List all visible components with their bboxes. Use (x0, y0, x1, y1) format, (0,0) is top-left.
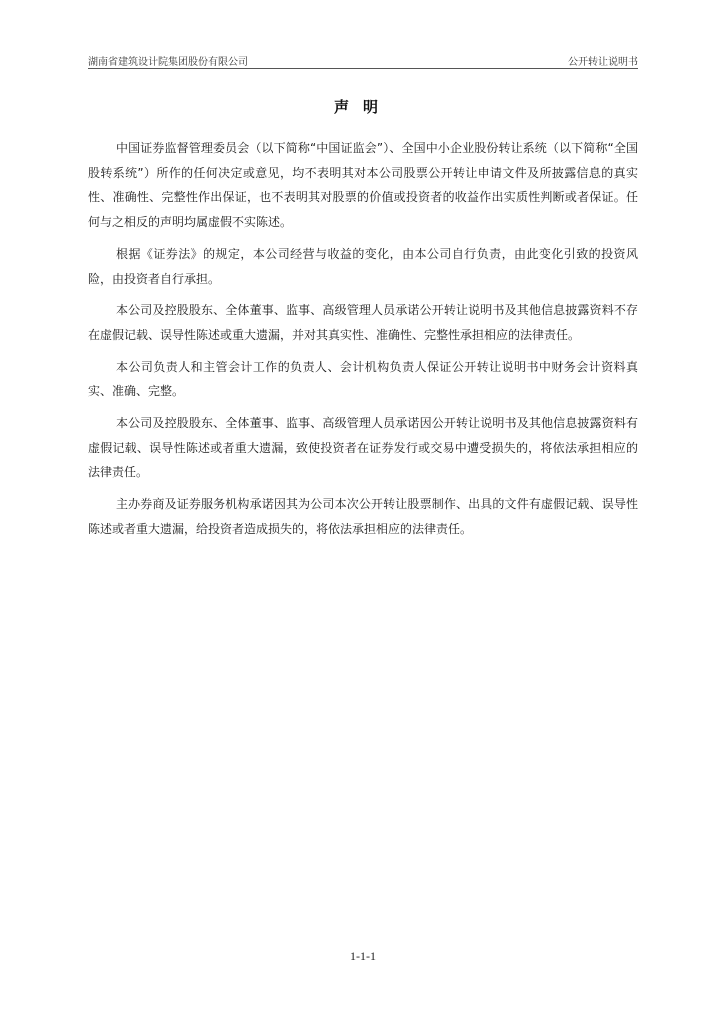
paragraph: 中国证券监督管理委员会（以下简称“中国证监会”）、全国中小企业股份转让系统（以下简称“全国股转系统”）所作的任何决定或意见，均不表明其对本公司股票公开转让申请文件及所披露信息的真实性、准确性、完整性作出保证，也不表明其对股票的价值或投资者的收益作出实质性判断或者保证。任何与之相反的声明均属虚假不实陈述。 (88, 141, 638, 230)
header-document-type: 公开转让说明书 (568, 57, 638, 68)
paragraph: 本公司负责人和主管会计工作的负责人、会计机构负责人保证公开转让说明书中财务会计资料真实、准确、完整。 (88, 359, 638, 399)
paragraph: 本公司及控股股东、全体董事、监事、高级管理人员承诺公开转让说明书及其他信息披露资料不存在虚假记载、误导性陈述或重大遗漏，并对其真实性、准确性、完整性承担相应的法律责任。 (88, 303, 638, 342)
page-title: 声明 (333, 98, 392, 116)
declaration-body (88, 136, 638, 549)
page-header (88, 50, 638, 68)
paragraph: 主办券商及证券服务机构承诺因其为公司本次公开转让股票制作、出具的文件有虚假记载、误导性陈述或者重大遗漏，给投资者造成损失的，将依法承担相应的法律责任。 (88, 497, 638, 536)
page-number: 1-1-1 (350, 949, 376, 963)
header-divider (88, 68, 638, 69)
header-company-name: 湖南省建筑设计院集团股份有限公司 (88, 57, 248, 68)
paragraph: 本公司及控股股东、全体董事、监事、高级管理人员承诺因公开转让说明书及其他信息披露资料有虚假记载、误导性陈述或者重大遗漏，致使投资者在证券发行或交易中遭受损失的，将依法承担相应的法律责任。 (88, 416, 638, 480)
paragraph: 根据《证券法》的规定，本公司经营与收益的变化，由本公司自行负责，由此变化引致的投资风险，由投资者自行承担。 (88, 246, 638, 286)
